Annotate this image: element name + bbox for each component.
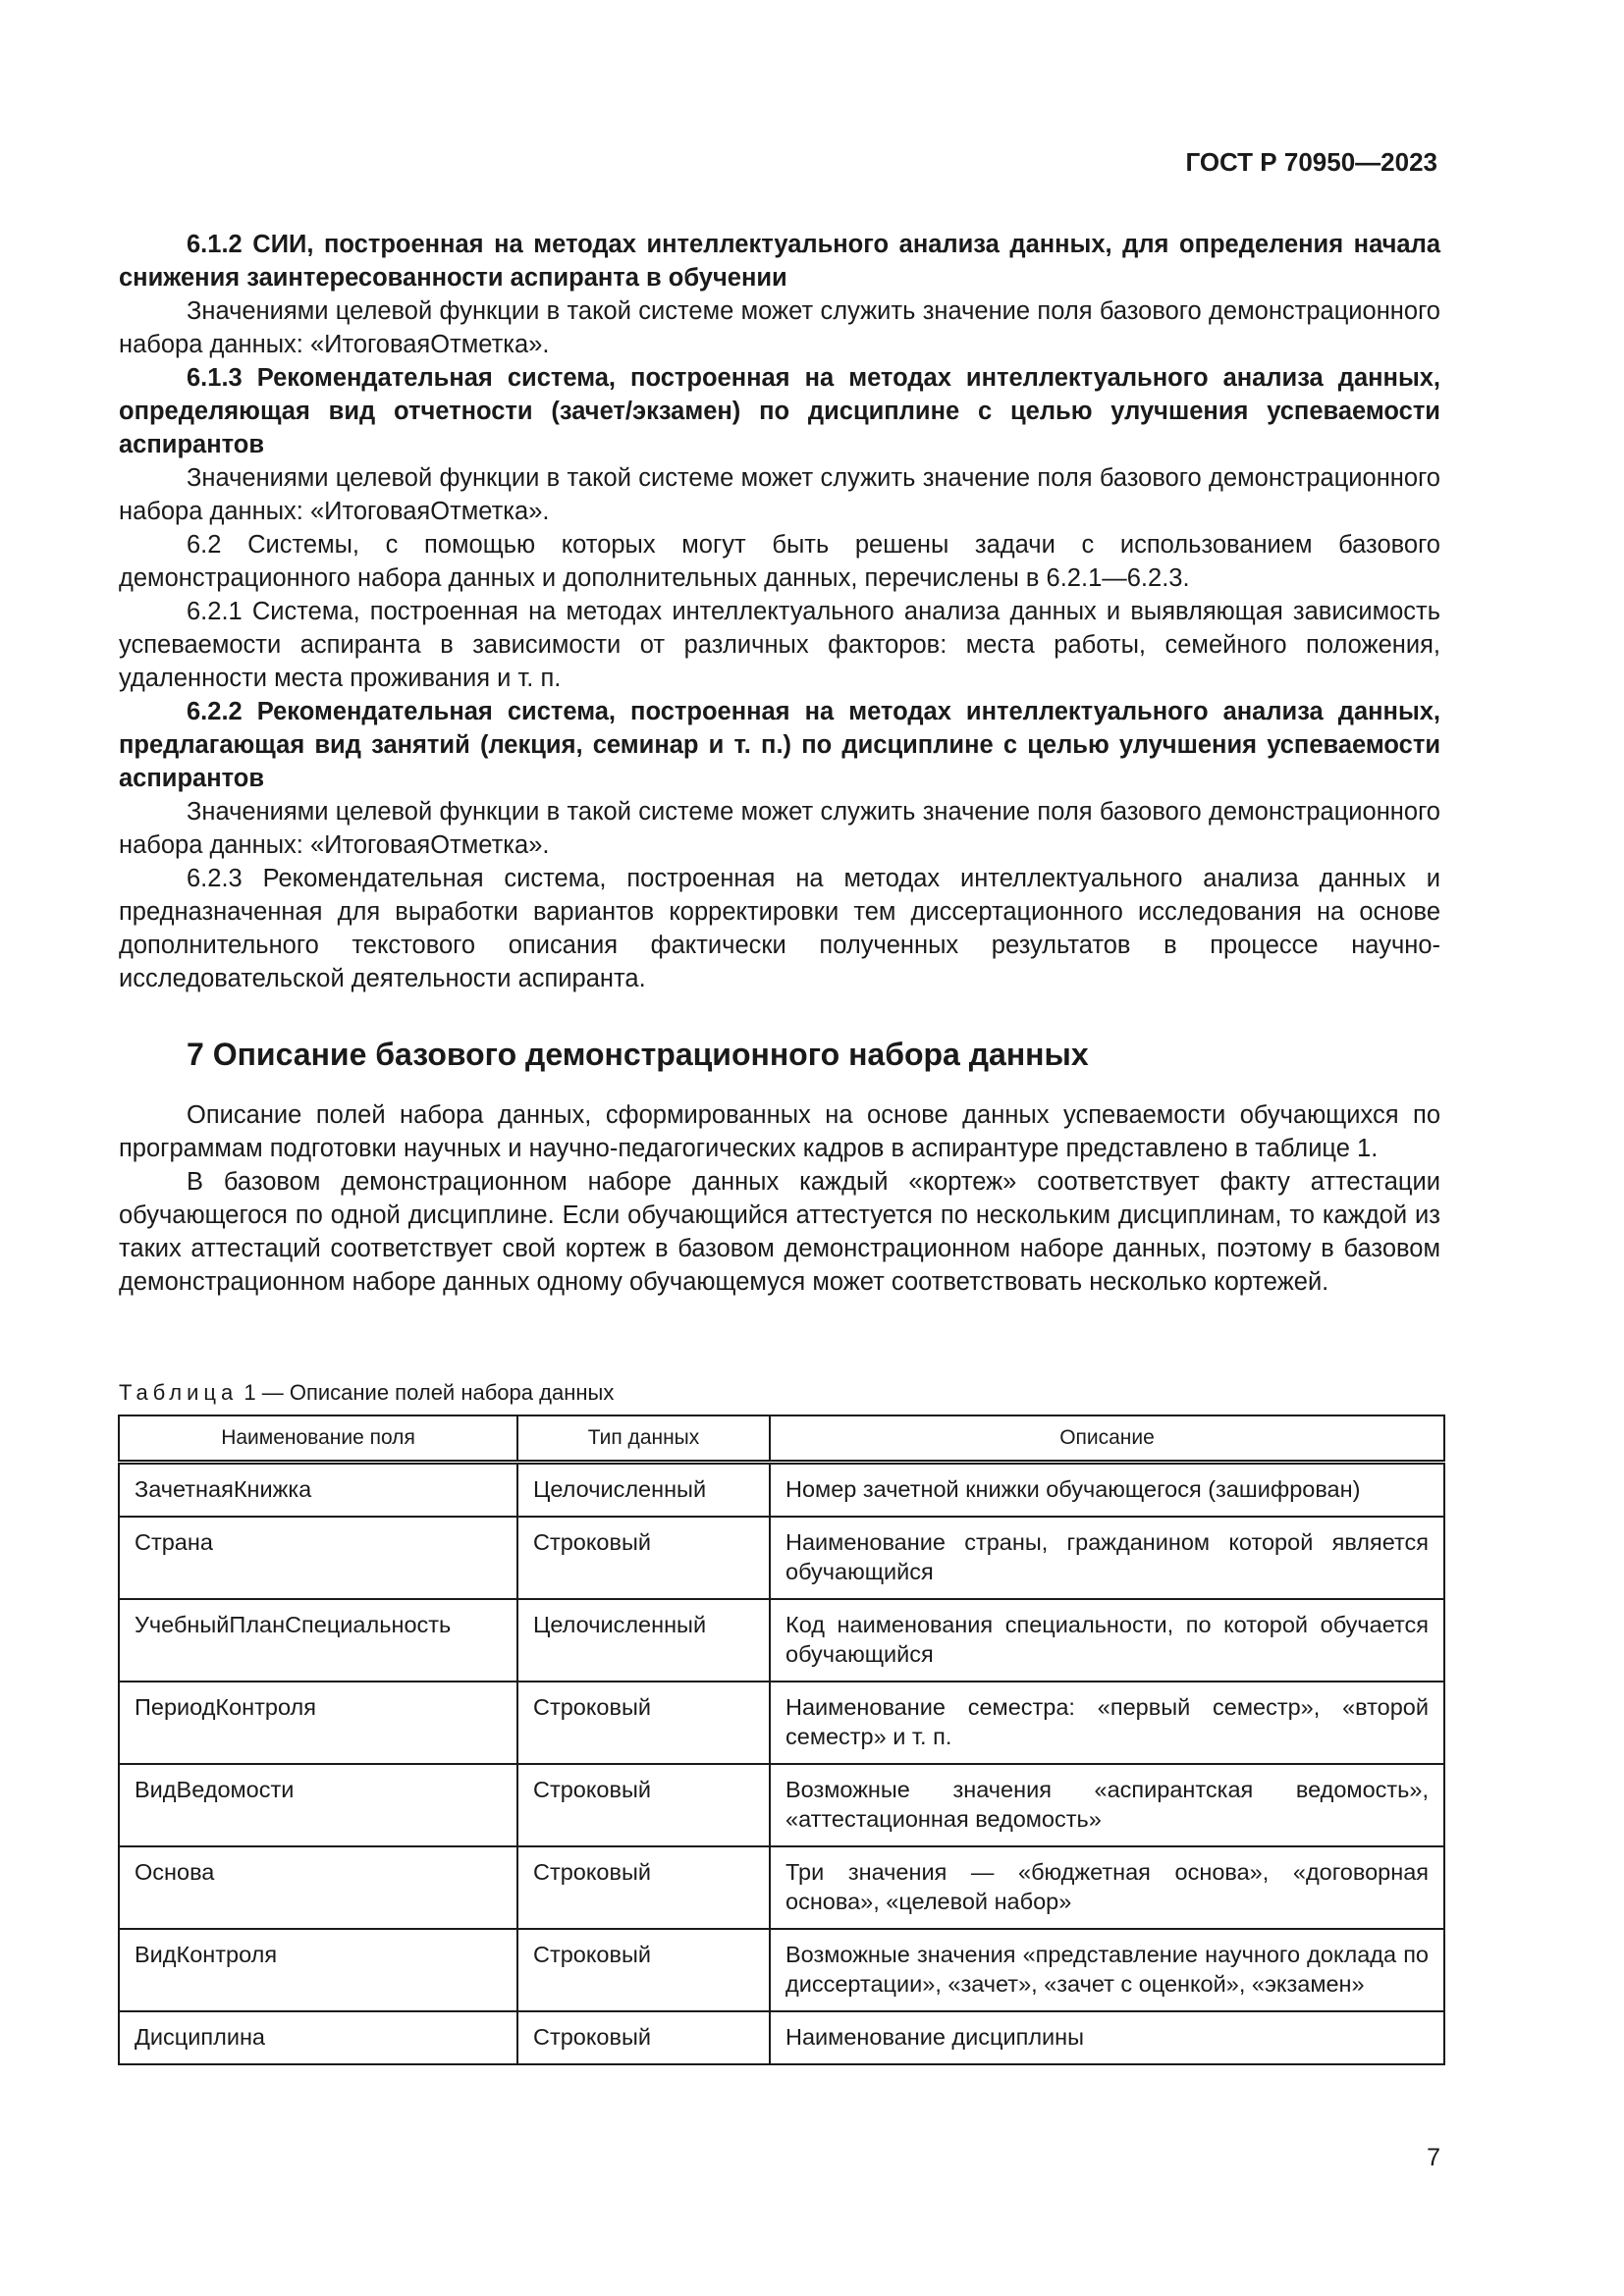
paragraph-6-2-1: 6.2.1 Система, построенная на методах интеллектуального анализа данных и выявляющая зависимость успеваемости аспиранта в зависимости от различных факторов: места работы, семейного положения, удаленности места проживания и т. п. — [119, 598, 1440, 692]
data-type-cell: Строковый — [517, 1846, 770, 1929]
field-name-cell: ПериодКонтроля — [119, 1682, 517, 1764]
data-type-cell: Целочисленный — [517, 1599, 770, 1682]
section-7-heading: 7 Описание базового демонстрационного набора данных — [187, 1037, 1089, 1072]
column-header-description: Описание — [770, 1415, 1444, 1463]
description-cell: Три значения — «бюджетная основа», «договорная основа», «целевой набор» — [770, 1846, 1444, 1929]
data-type-cell: Строковый — [517, 1517, 770, 1599]
field-name-cell: ВидВедомости — [119, 1764, 517, 1846]
paragraph-section-7: Описание полей набора данных, сформированных на основе данных успеваемости обучающихся по программам подготовки научных и научно-педагогических кадров в аспирантуре представлено в таблице 1. — [119, 1101, 1440, 1162]
column-header-data-type: Тип данных — [517, 1415, 770, 1463]
table-row — [119, 1929, 1444, 2011]
table-caption — [119, 1380, 614, 1406]
body-text — [119, 228, 1440, 1299]
paragraph-6-1-3: 6.1.3 Рекомендательная система, построенная на методах интеллектуального анализа данных, определяющая вид отчетности (зачет/экзамен) по дисциплине с целью улучшения успеваемости аспирантов — [119, 364, 1440, 458]
column-header-field-name: Наименование поля — [119, 1415, 517, 1463]
data-type-cell: Строковый — [517, 1682, 770, 1764]
description-cell: Номер зачетной книжки обучающегося (зашифрован) — [770, 1463, 1444, 1518]
table-caption-text: 1 — Описание полей набора данных — [244, 1380, 615, 1405]
page-number: 7 — [1427, 2144, 1440, 2171]
data-type-cell: Строковый — [517, 2011, 770, 2064]
field-name-cell: ВидКонтроля — [119, 1929, 517, 2011]
table-row — [119, 2011, 1444, 2064]
standard-number: ГОСТ Р 70950—2023 — [1185, 147, 1437, 177]
table-row — [119, 1599, 1444, 1682]
field-name-cell: Дисциплина — [119, 2011, 517, 2064]
fields-table — [118, 1415, 1445, 2065]
field-name-cell: Основа — [119, 1846, 517, 1929]
table-row — [119, 1846, 1444, 1929]
table-row — [119, 1517, 1444, 1599]
paragraph: Значениями целевой функции в такой системе может служить значение поля базового демонстрационного набора данных: «ИтоговаяОтметка». — [119, 798, 1440, 859]
paragraph-6-2: 6.2 Системы, с помощью которых могут быть решены задачи с использованием базового демонстрационного набора данных и дополнительных данных, перечислены в 6.2.1—6.2.3. — [119, 531, 1440, 592]
paragraph: Значениями целевой функции в такой системе может служить значение поля базового демонстрационного набора данных: «ИтоговаяОтметка». — [119, 297, 1440, 358]
paragraph-6-1-2: 6.1.2 СИИ, построенная на методах интеллектуального анализа данных, для определения начала снижения заинтересованности аспиранта в обучении — [119, 231, 1440, 292]
paragraph: Значениями целевой функции в такой системе может служить значение поля базового демонстрационного набора данных: «ИтоговаяОтметка». — [119, 464, 1440, 525]
paragraph-6-2-2: 6.2.2 Рекомендательная система, построенная на методах интеллектуального анализа данных, предлагающая вид занятий (лекция, семинар и т. п.) по дисциплине с целью улучшения успеваемости аспирантов — [119, 698, 1440, 792]
paragraph-section-7: В базовом демонстрационном наборе данных каждый «кортеж» соответствует факту аттестации обучающегося по одной дисциплине. Если обучающийся аттестуется по нескольким дисциплинам, то каждой из таких аттестаций соответствует свой кортеж в базовом демонстрационном наборе данных, поэтому в базовом демонстрационном наборе данных одному обучающемуся может соответствовать несколько кортежей. — [119, 1168, 1440, 1296]
field-name-cell: ЗачетнаяКнижка — [119, 1463, 517, 1518]
table-row — [119, 1682, 1444, 1764]
data-type-cell: Строковый — [517, 1764, 770, 1846]
description-cell: Код наименования специальности, по которой обучается обучающийся — [770, 1599, 1444, 1682]
field-name-cell: Страна — [119, 1517, 517, 1599]
table-header-row — [119, 1415, 1444, 1463]
table-caption-label: Таблица — [119, 1380, 239, 1405]
description-cell: Наименование страны, гражданином которой является обучающийся — [770, 1517, 1444, 1599]
description-cell: Возможные значения «представление научного доклада по диссертации», «зачет», «зачет с оценкой», «экзамен» — [770, 1929, 1444, 2011]
description-cell: Наименование дисциплины — [770, 2011, 1444, 2064]
data-type-cell: Строковый — [517, 1929, 770, 2011]
description-cell: Наименование семестра: «первый семестр», «второй семестр» и т. п. — [770, 1682, 1444, 1764]
table-row — [119, 1463, 1444, 1518]
data-type-cell: Целочисленный — [517, 1463, 770, 1518]
paragraph-6-2-3: 6.2.3 Рекомендательная система, построенная на методах интеллектуального анализа данных и предназначенная для выработки вариантов корректировки тем диссертационного исследования на основе дополнительного текстового описания фактически полученных результатов в процессе научно-исследовательской деятельности аспиранта. — [119, 865, 1440, 992]
table-row — [119, 1764, 1444, 1846]
description-cell: Возможные значения «аспирантская ведомость», «аттестационная ведомость» — [770, 1764, 1444, 1846]
field-name-cell: УчебныйПланСпециальность — [119, 1599, 517, 1682]
